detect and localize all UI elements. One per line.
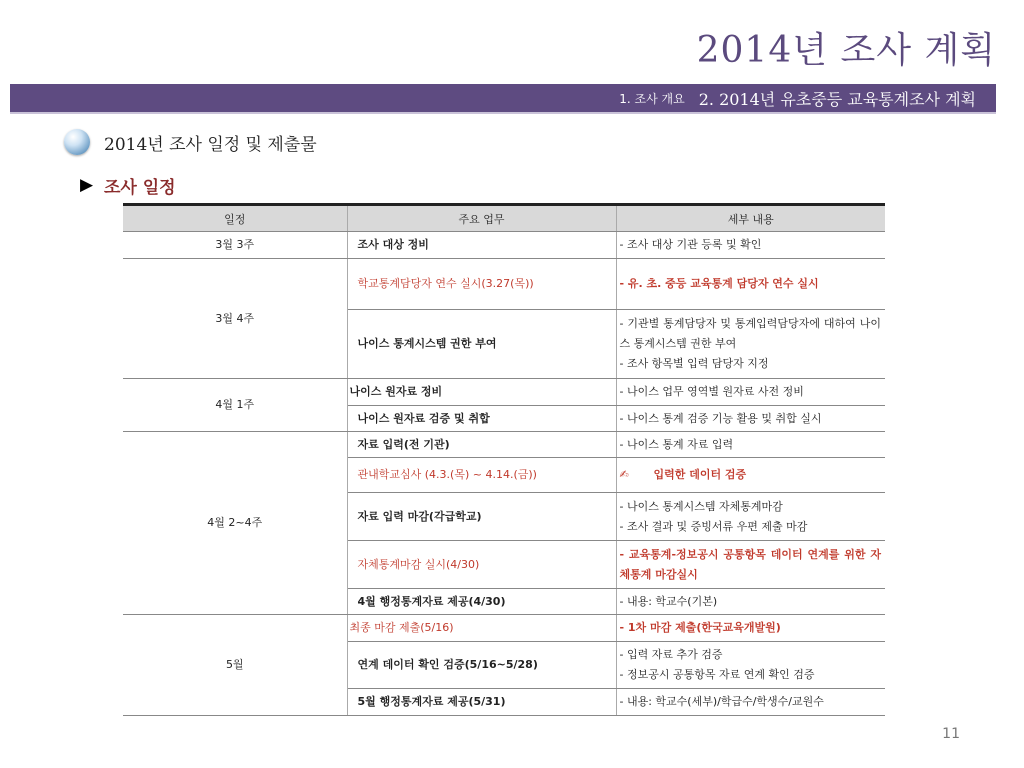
detail-line: 입력한 데이터 검증 bbox=[653, 468, 747, 481]
detail-line: - 나이스 업무 영역별 원자료 사전 정비 bbox=[619, 385, 804, 398]
detail-line: - 내용: 학교수(세부)/학급수/학생수/교원수 bbox=[619, 695, 824, 708]
detail-cell bbox=[616, 310, 885, 379]
task-cell: 나이스 통계시스템 권한 부여 bbox=[347, 310, 616, 379]
triangle-bullet-icon: ▶ bbox=[80, 175, 94, 195]
task-cell: 관내학교심사 (4.3.(목) ~ 4.14.(금)) bbox=[347, 458, 616, 493]
detail-line: - 정보공시 공통항목 자료 연계 확인 검증 bbox=[619, 668, 815, 681]
period-cell: 3월 3주 bbox=[123, 232, 347, 259]
page-number: 11 bbox=[942, 726, 960, 742]
detail-line: - 1차 마감 제출(한국교육개발원) bbox=[619, 621, 781, 634]
detail-cell bbox=[616, 379, 885, 406]
detail-line: - 유. 초. 중등 교육통계 담당자 연수 실시 bbox=[619, 277, 819, 290]
detail-cell bbox=[616, 259, 885, 310]
detail-cell bbox=[616, 642, 885, 689]
task-cell: 연계 데이터 확인 검증(5/16~5/28) bbox=[347, 642, 616, 689]
section-heading: 2014년 조사 일정 및 제출물 bbox=[104, 135, 317, 155]
header-task: 주요 업무 bbox=[347, 205, 616, 232]
detail-cell bbox=[616, 493, 885, 541]
task-cell: 4월 행정통계자료 제공(4/30) bbox=[347, 589, 616, 615]
detail-line: - 나이스 통계시스템 자체통계마감 bbox=[619, 499, 783, 513]
detail-line: - 기관별 통계담당자 및 통계입력담당자에 대하여 나이스 통계시스템 권한 부여 bbox=[619, 317, 881, 350]
detail-cell bbox=[616, 589, 885, 615]
task-cell: 5월 행정통계자료 제공(5/31) bbox=[347, 689, 616, 716]
period-cell: 3월 4주 bbox=[123, 259, 347, 379]
slide-title: 2014년 조사 계획 bbox=[696, 30, 996, 71]
period-cell: 4월 2~4주 bbox=[123, 432, 347, 615]
detail-line: - 조사 항목별 입력 담당자 지정 bbox=[619, 357, 769, 370]
detail-cell bbox=[616, 458, 885, 493]
breadcrumb-section: 1. 조사 개요 bbox=[619, 91, 685, 106]
detail-cell bbox=[616, 432, 885, 458]
detail-cell bbox=[616, 541, 885, 589]
sub-heading: 조사 일정 bbox=[104, 178, 176, 198]
bullet-orb-icon bbox=[64, 129, 90, 155]
header-detail: 세부 내용 bbox=[616, 205, 885, 232]
detail-cell bbox=[616, 689, 885, 716]
detail-line: - 조사 결과 및 증빙서류 우편 제출 마감 bbox=[619, 519, 808, 533]
detail-line: - 나이스 통계 자료 입력 bbox=[619, 437, 734, 451]
table-row bbox=[123, 259, 885, 310]
task-cell: 자료 입력 마감(각급학교) bbox=[347, 493, 616, 541]
section-banner bbox=[10, 84, 996, 112]
task-cell: 나이스 원자료 정비 bbox=[347, 379, 616, 406]
detail-cell bbox=[616, 406, 885, 432]
task-cell: 자료 입력(전 기관) bbox=[347, 432, 616, 458]
task-cell: 조사 대상 정비 bbox=[347, 232, 616, 259]
period-cell: 4월 1주 bbox=[123, 379, 347, 432]
banner-underline bbox=[10, 112, 996, 114]
detail-cell bbox=[616, 232, 885, 259]
task-cell: 최종 마감 제출(5/16) bbox=[347, 615, 616, 642]
memo-icon: ✍ bbox=[619, 468, 629, 481]
detail-line: - 교육통계-정보공시 공통항목 데이터 연계를 위한 자체통계 마감실시 bbox=[619, 547, 881, 581]
detail-line: - 조사 대상 기관 등록 및 확인 bbox=[619, 238, 762, 251]
schedule-table bbox=[123, 203, 885, 716]
breadcrumb-current: 2. 2014년 유초중등 교육통계조사 계획 bbox=[698, 89, 976, 109]
detail-line: - 나이스 통계 검증 기능 활용 및 취합 실시 bbox=[619, 411, 822, 425]
table-header-row bbox=[123, 205, 885, 232]
table-row bbox=[123, 615, 885, 642]
header-period: 일정 bbox=[123, 205, 347, 232]
table-row bbox=[123, 379, 885, 406]
task-cell: 나이스 원자료 검증 및 취합 bbox=[347, 406, 616, 432]
detail-line: - 입력 자료 추가 검증 bbox=[619, 648, 723, 661]
detail-cell bbox=[616, 615, 885, 642]
detail-line: - 내용: 학교수(기본) bbox=[619, 594, 718, 608]
table-row bbox=[123, 232, 885, 259]
period-cell: 5월 bbox=[123, 615, 347, 716]
task-cell: 자체통계마감 실시(4/30) bbox=[347, 541, 616, 589]
table-row bbox=[123, 432, 885, 458]
task-cell: 학교통계담당자 연수 실시(3.27(목)) bbox=[347, 259, 616, 310]
